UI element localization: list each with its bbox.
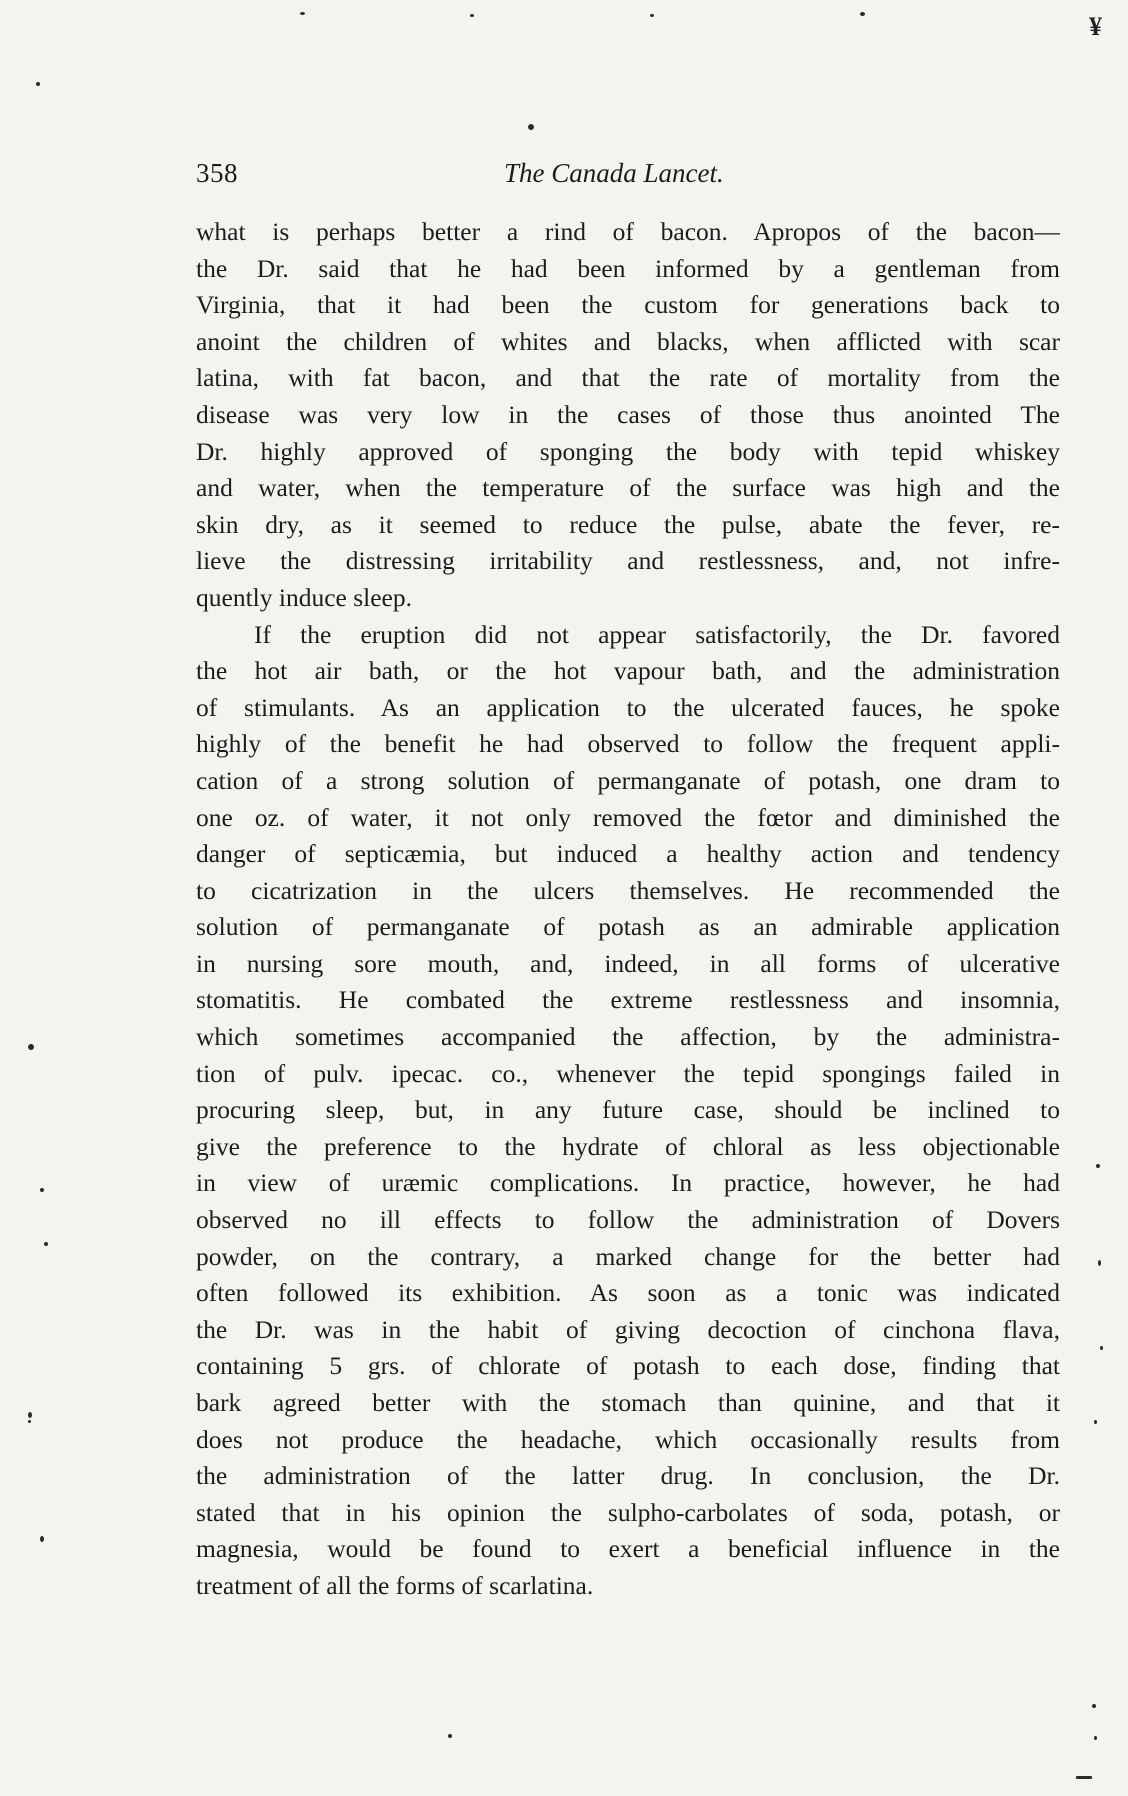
scan-speck — [1094, 1736, 1097, 1740]
text-line: stated that in his opinion the sulpho-carbolates of soda, potash, or — [196, 1497, 1060, 1527]
text-line: the administration of the latter drug. In conclusion, the Dr. — [196, 1461, 1060, 1491]
text-line: treatment of all the forms of scarlatina. — [196, 1570, 594, 1600]
text-line: bark agreed better with the stomach than quinine, and that it — [196, 1388, 1060, 1417]
scan-speck — [36, 82, 40, 86]
page-header — [196, 158, 1058, 198]
text-line: danger of septicæmia, but induced a healthy action and tendency — [196, 839, 1060, 869]
scan-speck — [300, 12, 305, 15]
text-line: one oz. of water, it not only removed the fœtor and diminished the — [196, 802, 1060, 832]
scan-speck — [1076, 1776, 1092, 1779]
text-line: highly of the benefit he had observed to follow the frequent appli- — [196, 729, 1060, 759]
scan-speck — [28, 1044, 34, 1050]
text-line: containing 5 grs. of chlorate of potash to each dose, finding that — [196, 1351, 1060, 1381]
text-line: quently induce sleep. — [196, 582, 412, 612]
text-line: powder, on the contrary, a marked change for the better had — [196, 1241, 1060, 1271]
paragraph-first-line: If the eruption did not appear satisfactorily, the Dr. favored — [254, 619, 1060, 649]
text-line: the Dr. was in the habit of giving decoction of cinchona flava, — [196, 1314, 1060, 1344]
scan-speck — [650, 14, 654, 17]
text-line: the hot air bath, or the hot vapour bath, and the administration — [196, 656, 1060, 686]
text-line: tion of pulv. ipecac. co., whenever the tepid spongings failed in — [196, 1058, 1060, 1088]
scan-speck — [860, 12, 865, 16]
scan-speck — [28, 1412, 32, 1418]
text-line: cation of a strong solution of permanganate of potash, one dram to — [196, 765, 1060, 795]
text-line: what is perhaps better a rind of bacon. Apropos of the bacon— — [196, 217, 1060, 246]
scan-speck — [448, 1734, 452, 1738]
text-line: anoint the children of whites and blacks, when afflicted with scar — [196, 326, 1060, 356]
text-line: lieve the distressing irritability and restlessness, and, not infre- — [196, 546, 1060, 576]
scan-speck — [1092, 1704, 1096, 1708]
text-line: in view of uræmic complications. In practice, however, he had — [196, 1168, 1060, 1198]
scan-speck — [1100, 1346, 1103, 1350]
page-number: 358 — [196, 158, 238, 188]
text-line: skin dry, as it seemed to reduce the pulse, abate the fever, re- — [196, 509, 1060, 539]
text-line: which sometimes accompanied the affection, by the administra- — [196, 1022, 1060, 1052]
text-line: and water, when the temperature of the surface was high and the — [196, 473, 1060, 503]
text-line: give the preference to the hydrate of chloral as less objectionable — [196, 1131, 1060, 1161]
scan-speck — [1098, 1260, 1101, 1266]
text-line: procuring sleep, but, in any future case, should be inclined to — [196, 1095, 1060, 1125]
scan-speck — [40, 1536, 44, 1542]
text-line: often followed its exhibition. As soon as a tonic was indicated — [196, 1278, 1060, 1308]
scan-artifact-mark: ¥ — [1089, 12, 1102, 41]
scan-speck — [28, 1420, 31, 1423]
text-line: in nursing sore mouth, and, indeed, in all forms of ulcerative — [196, 948, 1060, 978]
scan-speck — [528, 124, 534, 130]
body-text — [196, 214, 1060, 1605]
scan-speck — [470, 14, 474, 17]
text-line: solution of permanganate of potash as an admirable application — [196, 912, 1060, 942]
text-line: of stimulants. As an application to the ulcerated fauces, he spoke — [196, 692, 1060, 722]
text-line: Dr. highly approved of sponging the body with tepid whiskey — [196, 436, 1060, 466]
running-title: The Canada Lancet. — [504, 158, 724, 188]
scan-speck — [1094, 1420, 1097, 1424]
scan-speck — [40, 1188, 44, 1192]
text-line: latina, with fat bacon, and that the rate of mortality from the — [196, 363, 1060, 393]
scan-speck — [1096, 1164, 1100, 1168]
text-line: observed no ill effects to follow the administration of Dovers — [196, 1205, 1060, 1235]
text-line: to cicatrization in the ulcers themselves. He recommended the — [196, 875, 1060, 905]
text-line: stomatitis. He combated the extreme restlessness and insomnia, — [196, 985, 1060, 1015]
scan-speck — [44, 1242, 48, 1246]
text-line: the Dr. said that he had been informed by a gentleman from — [196, 253, 1060, 283]
text-line: magnesia, would be found to exert a beneficial influence in the — [196, 1534, 1060, 1564]
text-line: does not produce the headache, which occasionally results from — [196, 1424, 1060, 1454]
text-line: Virginia, that it had been the custom for generations back to — [196, 290, 1060, 320]
text-line: disease was very low in the cases of those thus anointed The — [196, 399, 1060, 429]
